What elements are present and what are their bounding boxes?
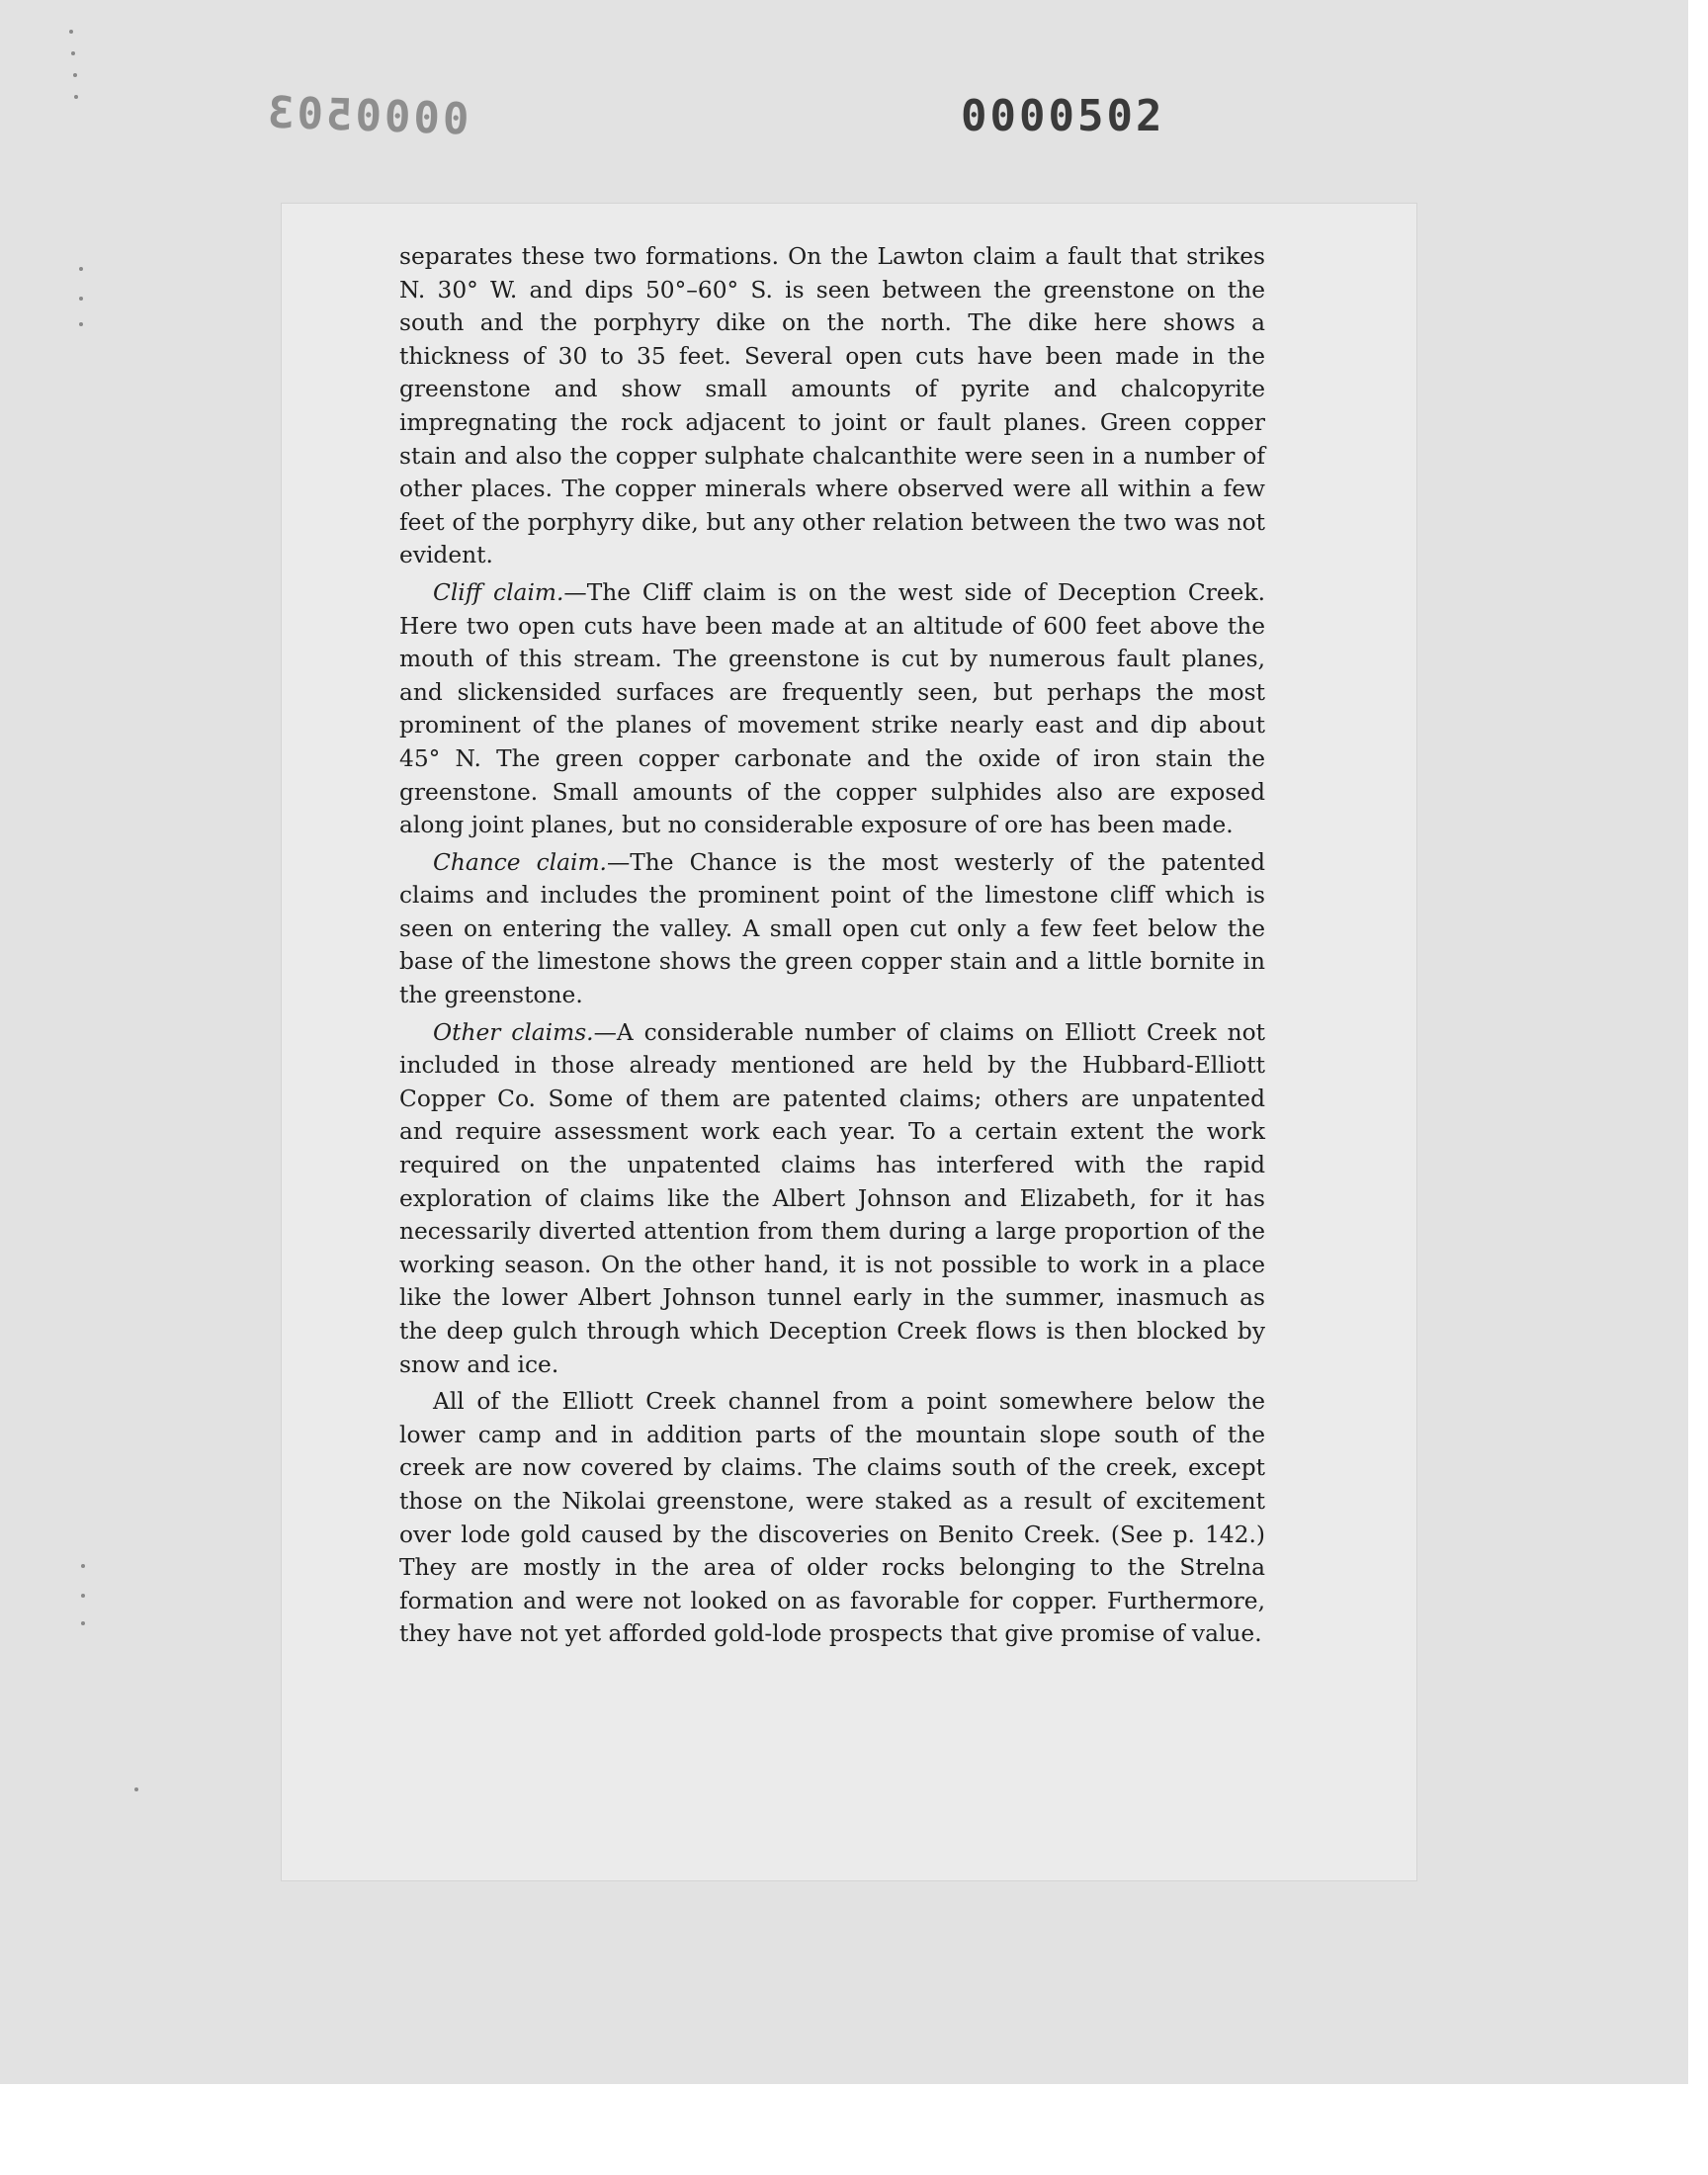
margin-speck <box>134 1787 138 1791</box>
paragraph-text: —The Chance is the most westerly of the patented claims and includes the prominent point of the limestone cliff which is seen on entering the valley. A small open cut only a few feet below the base of the limestone shows the green copper stain and a little bornite in the greenstone. <box>399 848 1265 1009</box>
margin-speck <box>81 1621 85 1625</box>
margin-speck <box>79 297 83 301</box>
paragraph-lawton-claim <box>399 240 1265 572</box>
margin-speck <box>73 73 77 77</box>
margin-speck <box>81 1564 85 1568</box>
margin-speck <box>81 1594 85 1598</box>
document-page <box>281 203 1417 1881</box>
paragraph-cliff-claim <box>399 576 1265 842</box>
margin-speck <box>71 51 75 55</box>
paragraph-elliott-creek <box>399 1385 1265 1651</box>
paragraph-chance-claim <box>399 846 1265 1012</box>
paragraph-text: —A considerable number of claims on Elliott Creek not included in those already mentioned are held by the Hubbard-Elliott Copper Co. Some of them are patented claims; others are unpatented and require assessment work each year. To a certain extent the work required on the unpatented claims has interfered with the rapid exploration of claims like the Albert Johnson and Elizabeth, for it has necessarily diverted attention from them during a large proportion of the working season. On the other hand, it is not possible to work in a place like the lower Albert Johnson tunnel early in the summer, inasmuch as the deep gulch through which Deception Creek flows is then blocked by snow and ice. <box>399 1018 1265 1378</box>
paragraph-text: All of the Elliott Creek channel from a point somewhere below the lower camp and in addition parts of the mountain slope south of the creek are now covered by claims. The claims south of the creek, except those on the Nikolai greenstone, were staked as a result of excitement over lode gold caused by the discoveries on Benito Creek. (See p. 142.) They are mostly in the area of older rocks belonging to the Strelna formation and were not looked on as favorable for copper. Furthermore, they have not yet afforded gold-lode prospects that give promise of value. <box>399 1388 1265 1648</box>
paragraph-text: —The Cliff claim is on the west side of Deception Creek. Here two open cuts have been made at an altitude of 600 feet above the mouth of this stream. The greenstone is cut by numerous fault planes, and slickensided surfaces are frequently seen, but perhaps the most prominent of the planes of movement strike nearly east and dip about 45° N. The green copper carbonate and the oxide of iron stain the greenstone. Small amounts of the copper sulphides also are exposed along joint planes, but no considerable exposure of ore has been made. <box>399 578 1265 839</box>
body-text <box>399 240 1265 1655</box>
margin-speck <box>79 322 83 326</box>
run-in-heading: Other claims. <box>433 1018 594 1046</box>
paragraph-text: separates these two formations. On the Lawton claim a fault that strikes N. 30° W. and dips 50°–60° S. is seen between the greenstone on the south and the porphyry dike on the north. The dike here shows a thickness of 30 to 35 feet. Several open cuts have been made in the greenstone and show small amounts of pyrite and chalcopyrite impregnating the rock adjacent to joint or fault planes. Green copper stain and also the copper sulphate chalcanthite were seen in a number of other places. The copper minerals where observed were all within a few feet of the porphyry dike, but any other relation between the two was not evident. <box>399 243 1265 569</box>
page-stamp-number: 0000502 <box>961 91 1165 141</box>
margin-speck <box>69 30 73 34</box>
margin-speck <box>79 267 83 271</box>
mirrored-page-stamp: 0000503 <box>264 87 470 145</box>
run-in-heading: Cliff claim. <box>433 578 564 606</box>
margin-speck <box>74 95 78 99</box>
run-in-heading: Chance claim. <box>433 848 607 876</box>
paragraph-other-claims <box>399 1016 1265 1382</box>
